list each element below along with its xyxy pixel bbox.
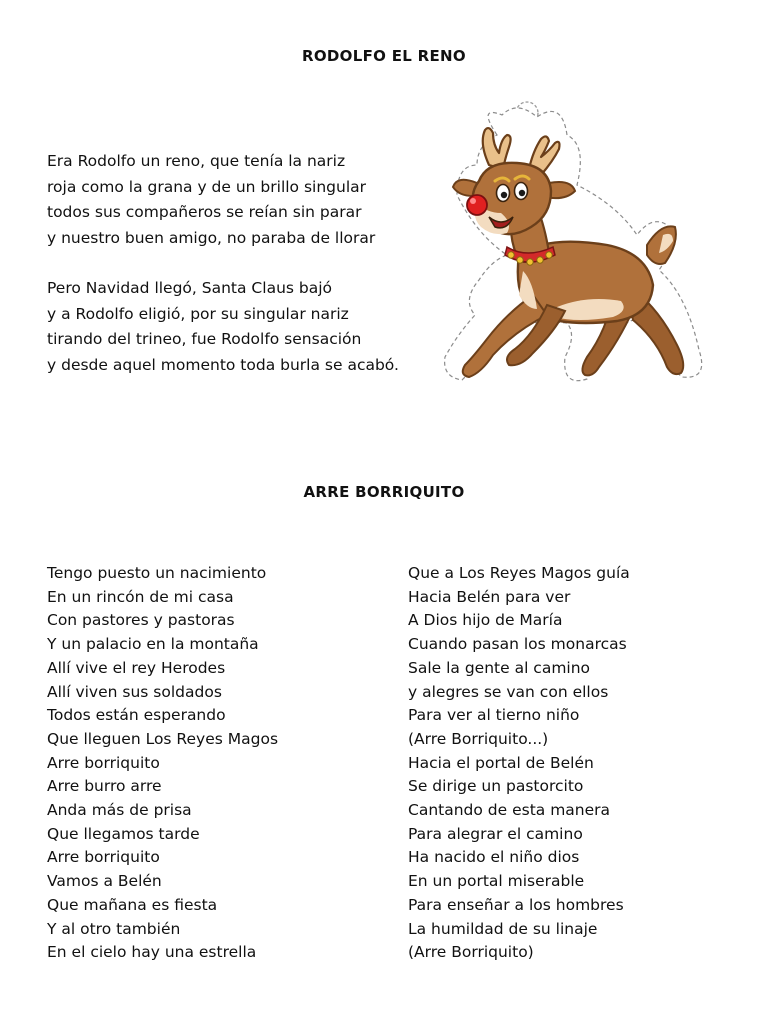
lyric-line: Vamos a Belén bbox=[47, 872, 162, 891]
lyric-line: Para alegrar el camino bbox=[408, 824, 583, 843]
lyric-line: y alegres se van con ellos bbox=[408, 682, 609, 701]
lyric-line: Se dirige un pastorcito bbox=[408, 777, 584, 796]
lyric-line: (Arre Borriquito...) bbox=[408, 729, 549, 748]
stanza-2 bbox=[47, 276, 399, 378]
lyrics-left-column bbox=[47, 562, 278, 965]
lyric-line: Ha nacido el niño dios bbox=[408, 848, 580, 867]
stanza-1 bbox=[47, 149, 375, 251]
lyric-line: En un portal miserable bbox=[408, 872, 585, 891]
lyric-line: Sale la gente al camino bbox=[408, 658, 591, 677]
lyric-line: En un rincón de mi casa bbox=[47, 587, 234, 606]
lyric-line: Arre burro arre bbox=[47, 777, 162, 796]
lyric-line: Arre borriquito bbox=[47, 848, 160, 867]
lyric-line: Anda más de prisa bbox=[47, 801, 192, 820]
lyric-line: Para enseñar a los hombres bbox=[408, 895, 624, 914]
lyric-line: tirando del trineo, fue Rodolfo sensación bbox=[47, 330, 362, 348]
song-title-arre-borriquito: ARRE BORRIQUITO bbox=[303, 483, 465, 501]
lyric-line: (Arre Borriquito) bbox=[408, 943, 534, 962]
lyric-line: Y al otro también bbox=[47, 919, 181, 938]
lyric-line: Cuando pasan los monarcas bbox=[408, 635, 627, 654]
lyric-line: Que mañana es fiesta bbox=[47, 895, 218, 914]
lyric-line: Que llegamos tarde bbox=[47, 824, 200, 843]
lyric-line: Que lleguen Los Reyes Magos bbox=[47, 729, 279, 748]
lyric-line: Allí vive el rey Herodes bbox=[47, 658, 226, 677]
reindeer-cutout-icon bbox=[437, 95, 719, 389]
lyric-line: La humildad de su linaje bbox=[408, 919, 598, 938]
lyric-line: Hacia Belén para ver bbox=[408, 587, 571, 606]
lyric-line: Pero Navidad llegó, Santa Claus bajó bbox=[47, 279, 333, 297]
lyric-line: En el cielo hay una estrella bbox=[47, 943, 257, 962]
lyric-line: Era Rodolfo un reno, que tenía la nariz bbox=[47, 152, 346, 170]
lyric-line: Todos están esperando bbox=[47, 706, 226, 725]
lyric-line: todos sus compañeros se reían sin parar bbox=[47, 203, 362, 221]
lyric-line: Y un palacio en la montaña bbox=[47, 635, 259, 654]
lyric-line: Con pastores y pastoras bbox=[47, 611, 235, 630]
lyrics-right-column bbox=[408, 562, 630, 965]
lyric-line: Hacia el portal de Belén bbox=[408, 753, 594, 772]
lyric-line: Para ver al tierno niño bbox=[408, 706, 580, 725]
lyric-line: y a Rodolfo eligió, por su singular nariz bbox=[47, 304, 349, 323]
lyric-line: Tengo puesto un nacimiento bbox=[47, 564, 267, 582]
lyric-line: roja como la grana y de un brillo singular bbox=[47, 177, 367, 196]
lyric-line: y nuestro buen amigo, no paraba de llorar bbox=[47, 228, 376, 247]
lyric-line: y desde aquel momento toda burla se acabó. bbox=[47, 355, 399, 374]
lyric-line: Arre borriquito bbox=[47, 753, 160, 772]
lyric-line: Allí viven sus soldados bbox=[47, 682, 222, 701]
lyric-line: A Dios hijo de María bbox=[408, 611, 563, 630]
lyric-line: Que a Los Reyes Magos guía bbox=[408, 564, 630, 582]
song-title-rodolfo: RODOLFO EL RENO bbox=[302, 47, 466, 65]
lyric-line: Cantando de esta manera bbox=[408, 801, 611, 820]
